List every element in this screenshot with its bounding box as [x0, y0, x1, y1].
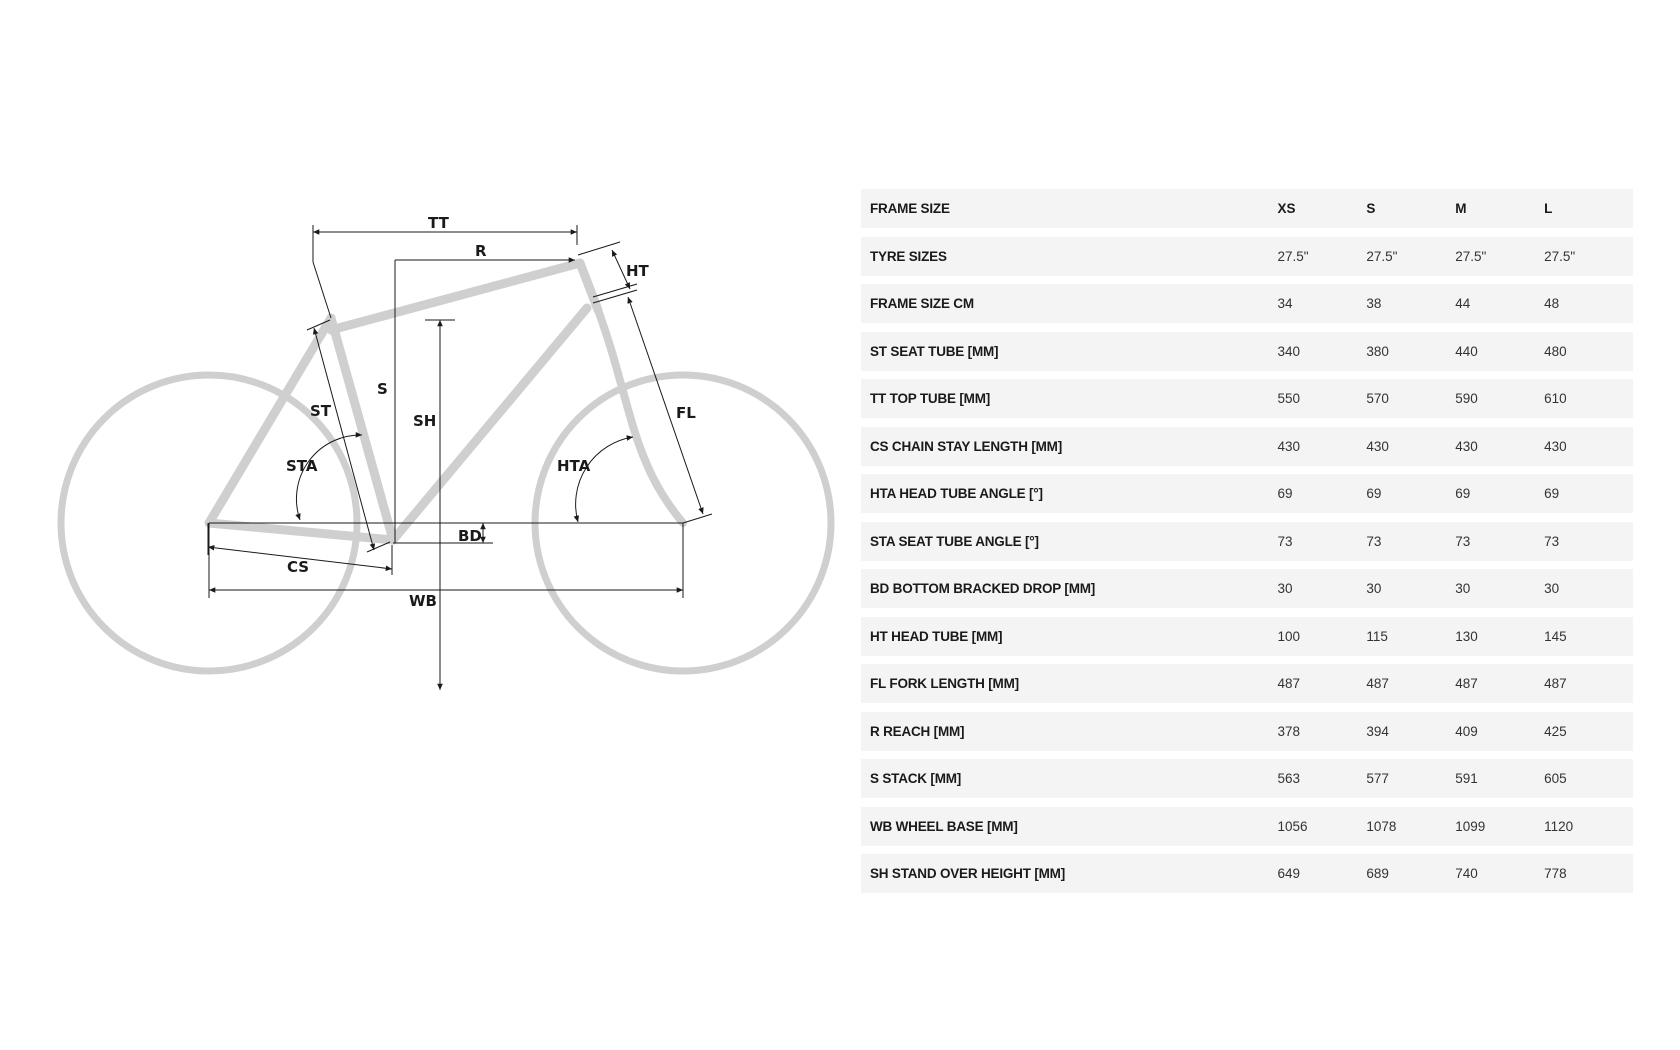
row-value: 440: [1455, 343, 1478, 359]
row-value: 480: [1544, 343, 1567, 359]
row-value: 378: [1277, 723, 1300, 739]
row-value: 34: [1277, 296, 1293, 311]
row-value: 577: [1366, 771, 1389, 786]
row-value: 145: [1544, 628, 1567, 644]
row-value: 1099: [1455, 818, 1486, 834]
table-header-row: [861, 189, 1633, 228]
row-label: CS CHAIN STAY LENGTH [MM]: [870, 438, 1063, 454]
row-value: 409: [1455, 723, 1478, 739]
row-label: ST SEAT TUBE [MM]: [870, 343, 999, 359]
row-value: 73: [1277, 533, 1293, 549]
row-value: 130: [1455, 628, 1478, 644]
row-label: WB WHEEL BASE [MM]: [870, 818, 1018, 834]
table-row: [861, 854, 1633, 893]
row-label: R REACH [MM]: [870, 723, 965, 739]
table-row: [861, 807, 1633, 846]
row-value: 394: [1366, 723, 1389, 739]
row-value: 27.5": [1544, 248, 1576, 264]
row-value: 38: [1366, 296, 1382, 311]
row-value: 69: [1544, 486, 1560, 501]
label-sta: STA: [286, 457, 318, 475]
label-s: S: [377, 380, 388, 398]
table-row: [861, 522, 1633, 561]
row-value: 1078: [1366, 818, 1397, 834]
row-value: 27.5": [1455, 248, 1487, 264]
table-row: [861, 427, 1633, 466]
row-value: 740: [1455, 866, 1478, 881]
label-r: R: [475, 242, 487, 260]
row-value: 430: [1277, 438, 1300, 454]
row-label: TYRE SIZES: [870, 248, 947, 264]
row-value: 649: [1277, 866, 1300, 881]
header-label: FRAME SIZE: [870, 201, 950, 216]
row-value: 570: [1366, 391, 1389, 406]
row-value: 610: [1544, 391, 1567, 406]
row-value: 430: [1455, 438, 1478, 454]
table-row: [861, 664, 1633, 703]
row-value: 340: [1277, 343, 1300, 359]
table-row: [861, 284, 1633, 323]
row-value: 550: [1277, 391, 1300, 406]
label-bd: BD: [458, 527, 482, 545]
label-wb: WB: [409, 592, 437, 610]
row-label: HT HEAD TUBE [MM]: [870, 628, 1003, 644]
row-value: 27.5": [1277, 248, 1309, 264]
row-value: 73: [1366, 533, 1382, 549]
label-tt: TT: [428, 214, 449, 232]
row-label: FL FORK LENGTH [MM]: [870, 676, 1019, 691]
row-value: 30: [1277, 581, 1293, 596]
row-value: 100: [1277, 628, 1300, 644]
header-size-xs: XS: [1277, 201, 1296, 216]
row-value: 430: [1544, 438, 1567, 454]
label-sh: SH: [413, 412, 437, 430]
row-label: S STACK [MM]: [870, 771, 962, 786]
row-label: TT TOP TUBE [MM]: [870, 391, 991, 406]
row-value: 487: [1366, 676, 1389, 691]
row-value: 30: [1544, 581, 1560, 596]
row-value: 30: [1366, 581, 1382, 596]
row-value: 69: [1366, 486, 1382, 501]
row-value: 487: [1455, 676, 1478, 691]
table-row: [861, 617, 1633, 656]
row-value: 27.5": [1366, 248, 1398, 264]
row-value: 430: [1366, 438, 1389, 454]
row-label: HTA HEAD TUBE ANGLE [°]: [870, 486, 1043, 501]
row-value: 115: [1366, 628, 1388, 644]
row-value: 73: [1544, 533, 1560, 549]
row-value: 563: [1277, 771, 1300, 786]
row-value: 778: [1544, 866, 1567, 881]
row-value: 425: [1544, 723, 1567, 739]
table-row: [861, 474, 1633, 513]
table-row: [861, 569, 1633, 608]
row-value: 44: [1455, 296, 1471, 311]
row-value: 487: [1277, 676, 1300, 691]
row-value: 69: [1455, 486, 1471, 501]
row-value: 48: [1544, 296, 1560, 311]
table-row: [861, 712, 1633, 751]
row-value: 30: [1455, 581, 1471, 596]
row-value: 487: [1544, 676, 1567, 691]
row-value: 1056: [1277, 818, 1308, 834]
label-cs: CS: [287, 558, 310, 576]
table-row: [861, 332, 1633, 371]
label-fl: FL: [676, 404, 696, 422]
table-row: [861, 237, 1633, 276]
row-value: 590: [1455, 391, 1478, 406]
row-value: 73: [1455, 533, 1471, 549]
row-value: 380: [1366, 343, 1389, 359]
row-value: 1120: [1544, 818, 1574, 834]
bike-frame: [209, 263, 683, 540]
header-size-l: L: [1544, 201, 1553, 216]
row-label: SH STAND OVER HEIGHT [MM]: [870, 866, 1065, 881]
label-hta: HTA: [557, 457, 591, 475]
label-st: ST: [310, 402, 332, 420]
header-size-s: S: [1366, 201, 1376, 216]
row-label: STA SEAT TUBE ANGLE [°]: [870, 533, 1039, 549]
row-label: FRAME SIZE CM: [870, 296, 974, 311]
table-row: [861, 759, 1633, 798]
geometry-table: [861, 189, 1633, 902]
row-value: 591: [1455, 771, 1478, 786]
row-value: 689: [1366, 866, 1389, 881]
table-row: [861, 379, 1633, 418]
header-size-m: M: [1455, 201, 1467, 216]
row-value: 605: [1544, 771, 1567, 786]
row-label: BD BOTTOM BRACKED DROP [MM]: [870, 581, 1096, 596]
table-body: [861, 237, 1633, 894]
row-value: 69: [1277, 486, 1293, 501]
label-ht: HT: [626, 262, 649, 280]
